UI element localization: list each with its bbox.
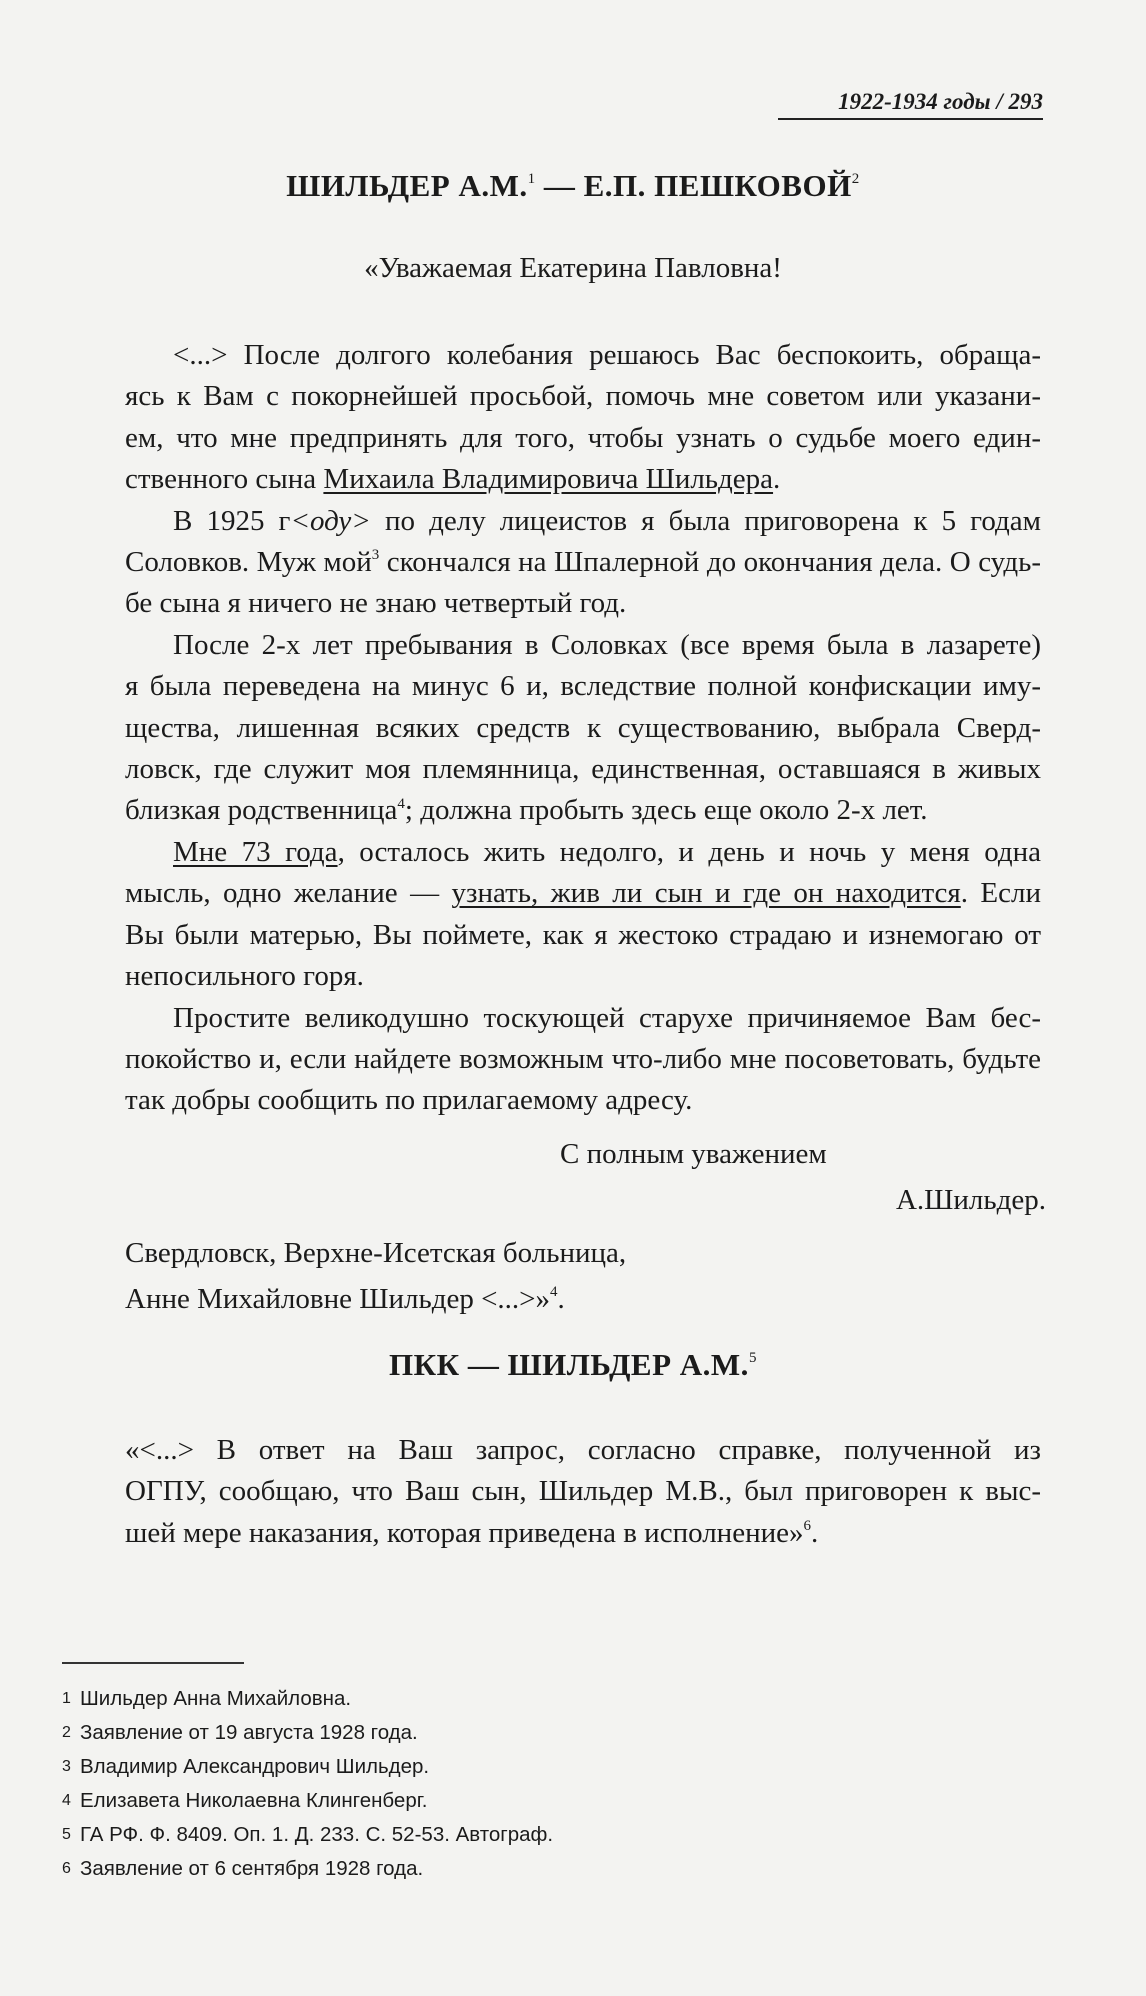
paragraph-3-line-4: ловск, где служит моя племянница, единственная, оставшаяся в живых	[125, 753, 1041, 786]
letter2-line-1: «<...> В ответ на Ваш запрос, согласно справке, полученной из	[125, 1434, 1041, 1466]
paragraph-3-line-2: я была переведена на минус 6 и, вследствие полной конфискации иму-	[125, 670, 1041, 703]
address-line-1: Свердловск, Верхне-Исетская больница,	[125, 1237, 627, 1269]
paragraph-4-line-3: Вы были матерью, Вы поймете, как я жестоко страдаю и изнемогаю от	[125, 918, 1041, 951]
footnote-ref-4: 4	[397, 795, 405, 812]
letter2-title-text: ПКК — ШИЛЬДЕР А.М.	[389, 1347, 749, 1382]
footnote-ref-3: 3	[371, 547, 380, 564]
footnote: 4 Елизавета Николаевна Клингенберг.	[62, 1789, 428, 1812]
letter1-title-text: ШИЛЬДЕР А.М.	[286, 168, 528, 203]
footnote: 6 Заявление от 6 сентября 1928 года.	[62, 1857, 424, 1880]
paragraph-3-line-5: близкая родственница$^4$; должна пробыть здесь еще около 2-х лет.	[125, 794, 928, 827]
paragraph-2-line-1: В 1925 г<оду> по делу лицеистов я была приговорена к 5 годам	[173, 504, 1041, 537]
footnote-rule	[62, 1662, 244, 1664]
paragraph-2-line-3: бе сына я ничего не знаю четвертый год.	[125, 587, 627, 620]
letter2-line-3: шей мере наказания, которая приведена в исполнение»$^6$.	[125, 1516, 819, 1549]
paragraph-1-line-4: ственного сына Михаила Владимировича Шильдера.	[125, 463, 781, 496]
paragraph-5-line-1: Простите великодушно тоскующей старухе причиняемое Вам бес-	[173, 1001, 1041, 1034]
paragraph-1-line-2: ясь к Вам с покорнейшей просьбой, помочь мне советом или указани-	[125, 380, 1041, 413]
letter1-title-recipient: — Е.П. ПЕШКОВОЙ	[535, 168, 852, 203]
footnote-ref-5: 5	[748, 1349, 757, 1366]
underlined-age: Мне 73 года	[173, 835, 338, 868]
footnote-ref-1: 1	[527, 170, 536, 187]
paragraph-5-line-3: так добры сообщить по прилагаемому адресу.	[125, 1084, 693, 1117]
footnote-ref-6: 6	[803, 1518, 811, 1535]
paragraph-4-line-4: непосильного горя.	[125, 960, 364, 993]
paragraph-3-line-1: После 2-х лет пребывания в Соловках (все время была в лазарете)	[173, 628, 1041, 661]
letter1-body	[125, 335, 1041, 1122]
letter2-line-2: ОГПУ, сообщаю, что Ваш сын, Шильдер М.В., был приговорен к выс-	[125, 1475, 1041, 1508]
footnote: 2 Заявление от 19 августа 1928 года.	[62, 1721, 418, 1744]
footnote-ref-4b: 4	[550, 1284, 558, 1301]
paragraph-5-line-2: покойство и, если найдете возможным что-либо мне посоветовать, будьте	[125, 1042, 1041, 1075]
footnote: 1 Шильдер Анна Михайловна.	[62, 1687, 352, 1710]
paragraph-4-line-1: Мне 73 года, осталось жить недолго, и день и ночь у меня одна	[125, 832, 1041, 873]
letter2-body	[125, 1430, 1041, 1554]
paragraph-1-line-1: <...> После долгого колебания решаюсь Вас беспокоить, обраща-	[173, 339, 1041, 371]
footnotes	[62, 1682, 962, 1886]
letter1-title	[0, 168, 1146, 204]
footnote: 5 ГА РФ. Ф. 8409. Оп. 1. Д. 233. С. 52-53. Автограф.	[62, 1823, 554, 1846]
letter1-address	[125, 1230, 626, 1322]
underlined-son-name: Михаила Владимировича Шильдера	[323, 463, 774, 496]
footnote-ref-2: 2	[851, 170, 860, 187]
underlined-wish: узнать, жив ли сын и где он находится	[451, 877, 961, 910]
letter2-title	[0, 1347, 1146, 1383]
paragraph-1-line-3: ем, что мне предпринять для того, чтобы узнать о судьбе моего един-	[125, 421, 1041, 454]
address-line-2: Анне Михайловне Шильдер <...>»$^4$.	[125, 1283, 565, 1315]
paragraph-3-line-3: щества, лишенная всяких средств к существованию, выбрала Сверд-	[125, 711, 1041, 744]
letter1-signature: А.Шильдер.	[895, 1184, 1046, 1216]
running-head: 1922-1934 годы / 293	[778, 86, 1043, 120]
letter1-closing: С полным уважением	[560, 1138, 827, 1170]
paragraph-2-line-2: Соловков. Муж мой$^3$ скончался на Шпалерной до окончания дела. О судь-	[125, 546, 1041, 579]
letter1-greeting: «Уважаемая Екатерина Павловна!	[364, 252, 782, 284]
paragraph-4-line-2: мысль, одно желание — узнать, жив ли сын и где он находится. Если	[125, 877, 1041, 910]
footnote: 3 Владимир Александрович Шильдер.	[62, 1755, 430, 1778]
